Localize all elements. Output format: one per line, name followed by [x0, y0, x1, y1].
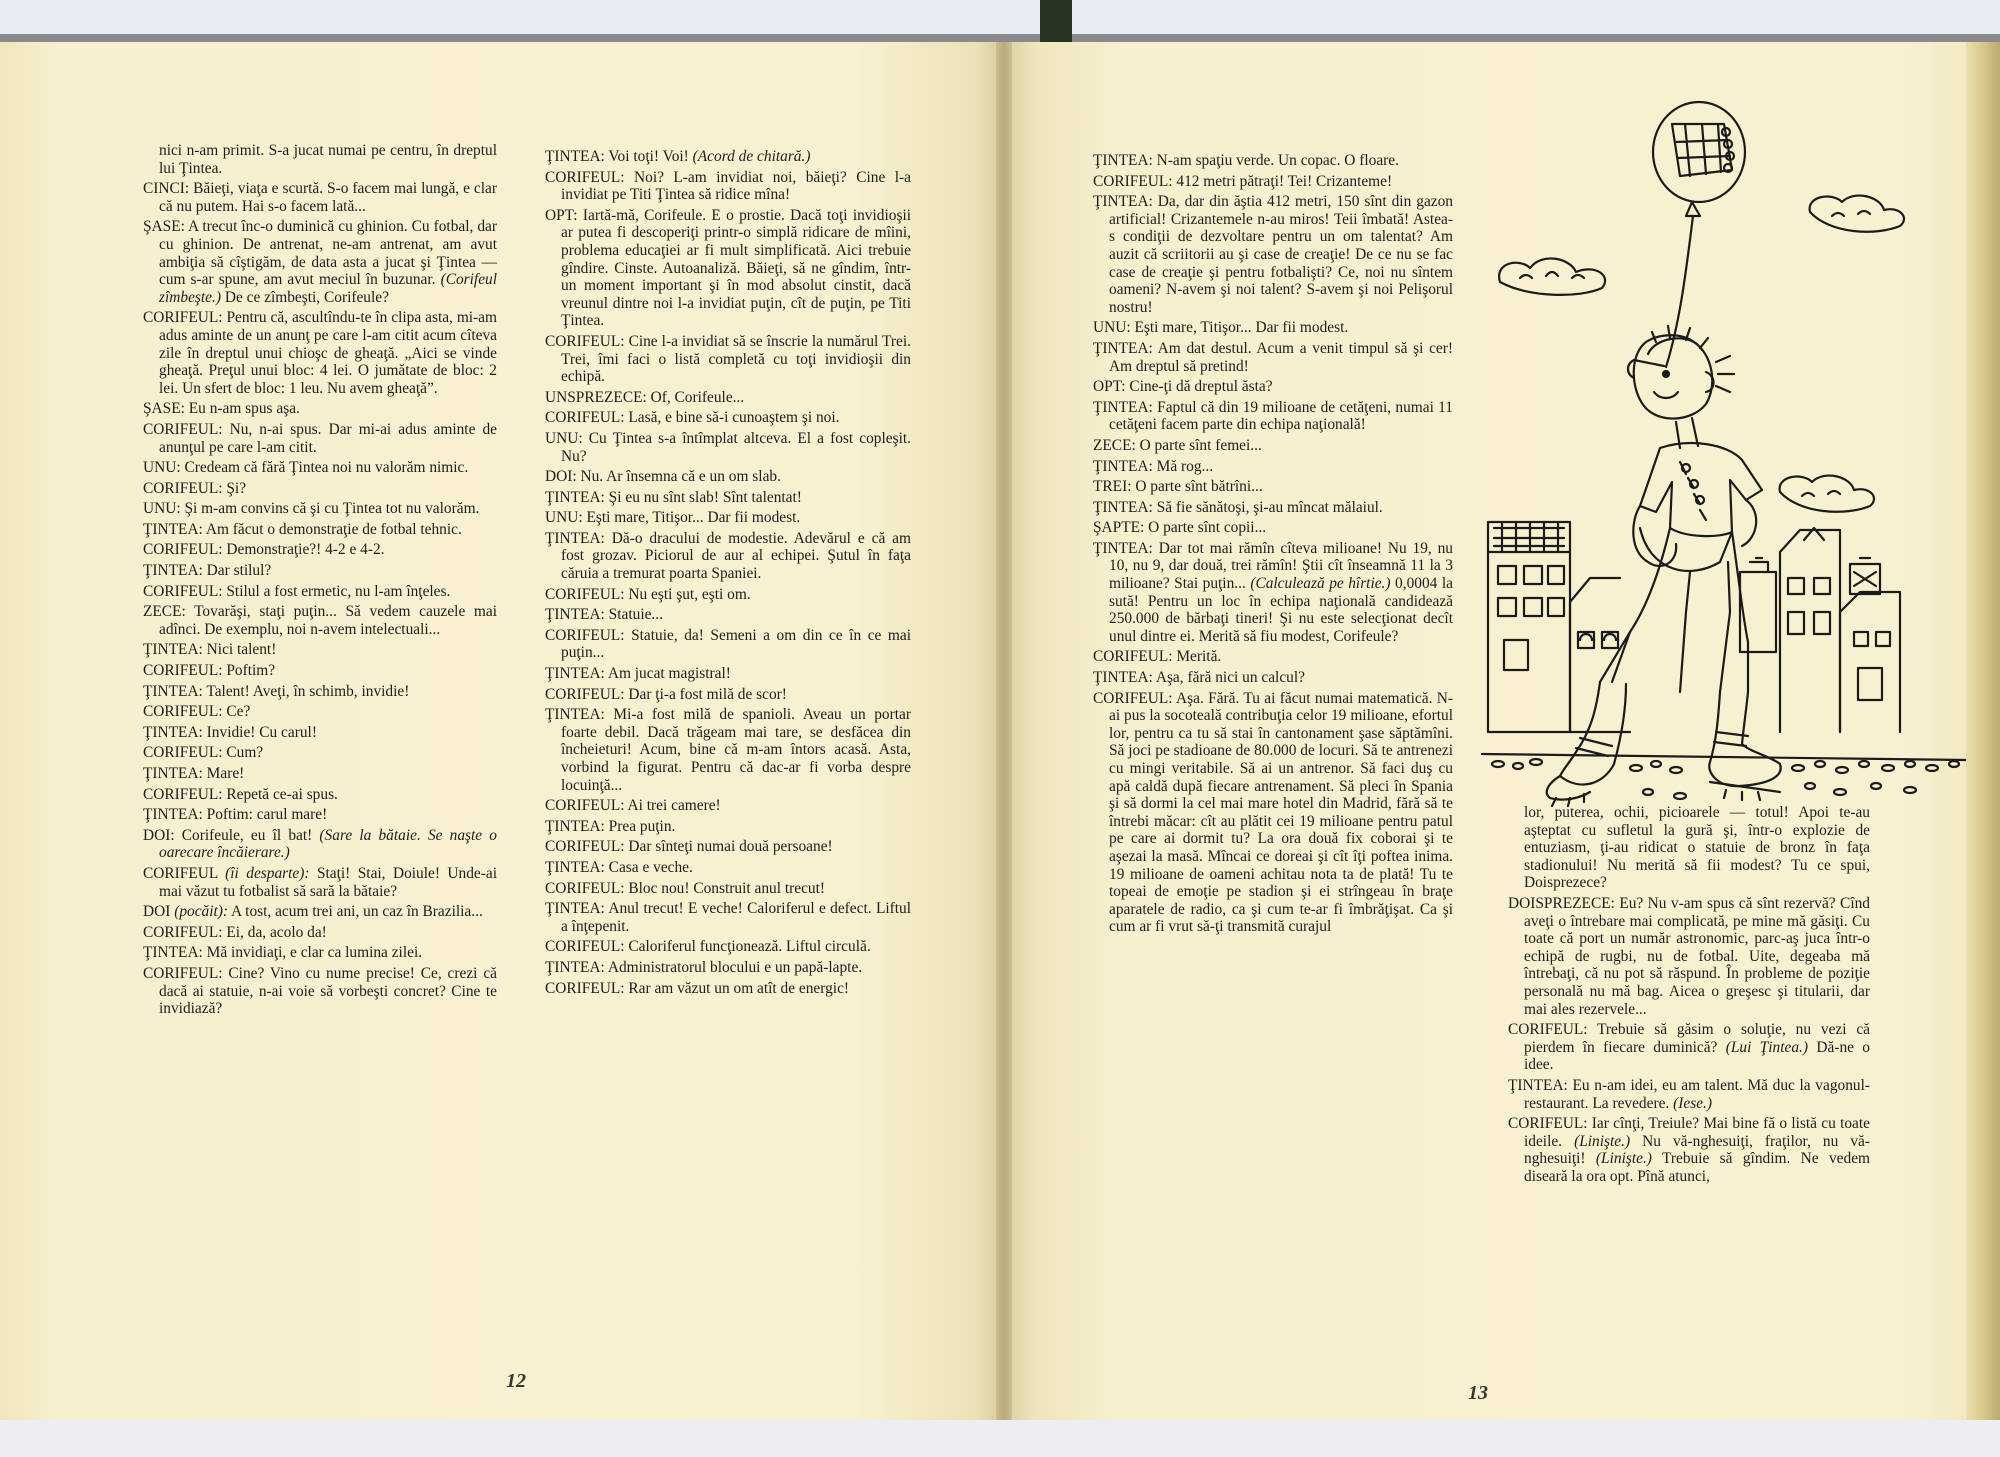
dialogue-line: [143, 562, 497, 580]
dialogue-line: [143, 180, 497, 215]
dialogue-text: ŢINTEA: Dă-o dracului de modestie. Adevărul e că am fost grozav. Piciorul de aur al echipei. Şutul în faţa căruia a tremurat poarta Spaniei.: [545, 529, 911, 583]
dialogue-line: [143, 500, 497, 518]
dialogue-line: [1093, 173, 1453, 191]
dialogue-text: CORIFEUL: Rar am văzut un om atît de energic!: [545, 979, 850, 997]
dialogue-line: [143, 924, 497, 942]
dialogue-text-continued: 0,0004 la sută! Pentru un loc în echipa naţională candidează 250.000 de bărbaţi tineri! Şi nu este selecţionat decît unul dintre ei. Merită să fiu modest, Corifeule?: [1109, 575, 1453, 645]
dialogue-text: CINCI: Băieţi, viaţa e scurtă. S-o facem mai lungă, e clar că nu putem. Hai s-o facem lată...: [143, 180, 497, 215]
dialogue-line: [1093, 669, 1453, 687]
dialogue-text-continued: Staţi! Stai, Doiule! Unde-ai mai văzut tu fotbalist să sară la bătaie?: [159, 864, 497, 900]
dialogue-text: ŢINTEA: Mă rog...: [1093, 457, 1214, 475]
dialogue-text: ŢINTEA: Poftim: carul mare!: [143, 806, 328, 824]
dialogue-text: CORIFEUL: Stilul a fost ermetic, nu l-am înţeles.: [143, 582, 451, 600]
dialogue-line: [143, 744, 497, 762]
ground-drawing: [1482, 754, 1966, 799]
dialogue-line: [143, 459, 497, 477]
dialogue-text: ŢINTEA: Nici talent!: [143, 641, 277, 659]
stage-direction: (Sare la bătaie. Se naşte o oarecare încăierare.): [159, 826, 497, 862]
dialogue-line: [545, 409, 911, 427]
dialogue-line: [1093, 378, 1453, 396]
dialogue-line: [1093, 399, 1453, 434]
dialogue-line: [545, 169, 911, 204]
dialogue-text: CORIFEUL: [143, 864, 226, 882]
dialogue-line: [1093, 437, 1453, 455]
dialogue-text: ŢINTEA: Şi eu nu sînt slab! Sînt talentat!: [545, 488, 802, 506]
dialogue-text: CORIFEUL: Pentru că, ascultîndu-te în clipa asta, mi-am adus aminte de un anunţ pe care l-am citit acum cîteva zile în dreptul unui chioşc de gheaţă. „Aici se vinde gheaţă. Preţul unui bloc: 4 lei. O jumătate de bloc: 2 lei. Un sfert de bloc: 1 leu. Nu avem gheaţă”.: [143, 309, 497, 397]
dialogue-line: [545, 606, 911, 624]
dialogue-text: CORIFEUL: Ai trei camere!: [545, 797, 721, 815]
dialogue-text-continued: Nu vă-nghesuiţi, fraţilor, nu vă-nghesuiţi!: [1524, 1132, 1870, 1168]
dialogue-line: [1093, 648, 1453, 666]
footballer-balloon-illustration: [1480, 92, 1970, 812]
bottom-background: [0, 1420, 2000, 1457]
dialogue-text: ŢINTEA: Prea puţin.: [545, 817, 676, 835]
dialogue-line: [545, 818, 911, 836]
dialogue-text: ŢINTEA: Casa e veche.: [545, 858, 693, 876]
dialogue-line: [1508, 804, 1870, 892]
stage-direction: (Acord de chitară.): [692, 148, 811, 165]
dialogue-text: DOI: [143, 903, 175, 921]
right-page: [1004, 42, 2000, 1420]
houses-drawing: [1488, 522, 1900, 732]
dialogue-line: [143, 603, 497, 638]
stage-direction: (îi desparte):: [225, 864, 310, 882]
bookmark-ribbon: [1040, 0, 1072, 42]
dialogue-text: CORIFEUL: Lasă, e bine să-i cunoaştem şi noi.: [545, 409, 840, 427]
left-page: [0, 42, 1004, 1420]
footballer-drawing: [1547, 326, 1781, 806]
dialogue-text: ŢINTEA: Eu n-am idei, eu am talent. Mă duc la vagonul-restaurant. La revedere.: [1508, 1076, 1870, 1112]
dialogue-text-continued: De ce zîmbeşti, Corifeule?: [220, 288, 389, 306]
dialogue-line: [545, 627, 911, 662]
dialogue-line: [545, 706, 911, 794]
dialogue-text: ŞASE: A trecut înc-o duminică cu ghinion. Cu fotbal, dar cu ghinion. De antrenat, ne-am antrenat, am avut ambiţia să cîştigăm, de data asta a jucat şi Ţintea — cum s-ar spune, am avut meciul în buzunar.: [143, 218, 497, 289]
clouds-drawing: [1499, 196, 1904, 512]
dialogue-text: ŢINTEA: Am dat destul. Acum a venit timpul să şi cer! Am dreptul să pretind!: [1093, 339, 1453, 375]
dialogue-line: [1093, 519, 1453, 537]
dialogue-line: [143, 683, 497, 701]
dialogue-text: ŢINTEA: Faptul că din 19 milioane de cetăţeni, numai 11 cetăţeni facem parte din echipa naţională!: [1093, 398, 1453, 434]
dialogue-line: [143, 865, 497, 900]
stage-direction: (Lui Ţintea.): [1725, 1038, 1809, 1056]
stage-direction: (Iese.): [1673, 1094, 1712, 1112]
dialogue-line: [545, 333, 911, 386]
dialogue-text: ZECE: O parte sînt femei...: [1093, 436, 1262, 454]
dialogue-text: CORIFEUL: Nu eşti şut, eşti om.: [545, 585, 751, 603]
dialogue-text: nici n-am primit. S-a jucat numai pe centru, în dreptul lui Ţintea.: [159, 142, 497, 177]
dialogue-text: ŢINTEA: Să fie sănătoşi, şi-au mîncat mălaiul.: [1093, 498, 1383, 516]
dialogue-text-continued: Dă-ne o idee.: [1524, 1038, 1871, 1074]
right-page-column-1: [1093, 152, 1453, 939]
dialogue-text: CORIFEUL: Cine l-a invidiat să se înscrie la numărul Trei. Trei, îmi faci o listă completă cu toţi invidioşii din echipă.: [545, 332, 911, 386]
dialogue-line: [545, 530, 911, 583]
dialogue-text: ŢINTEA: Mi-a fost milă de spanioli. Aveau un portar foarte debil. Dacă trăgeam mai tare, se desfăcea din încheieturi! Acum, bine că m-am întors acasă. Asta, vorbind la figurat. Pentru că dac-ar fi vorba despre locuinţă...: [545, 706, 911, 794]
dialogue-text: CORIFEUL: Merită.: [1093, 648, 1222, 666]
dialogue-line: [545, 859, 911, 877]
dialogue-line: [545, 838, 911, 856]
dialogue-line: [1093, 499, 1453, 517]
ball-balloon-drawing: [1653, 102, 1745, 367]
dialogue-text: CORIFEUL: Aşa. Fără. Tu ai făcut numai matematică. N-ai pus la socoteală contribuţia celor 19 milioane, efortul lor, pentru ca tu să stai în cantonament şase săptămîni. Să joci pe stadioane de 80.000 de locuri. Să te antrenezi cu mingi veritabile. Să ai un antrenor. Să faci duş cu apă caldă după fiecare antrenament. Să pleci în Spania şi să dormi la cel mai mare hotel din Madrid, fără să te întrebi măcar: cît au plătit cei 19 milioane pentru patul pe care ai dormit tu? La ora două fix coborai şi te aşezai la masă. Mîncai ce doreai şi cît îţi poftea inima. 19 milioane de oameni achitau nota ta de plată! Tu te topeai de emoţie pe stadion şi ei strîngeau în braţe aparatele de radio, ca şi cum te-ar fi îmbrăţişat. Ca şi cum ar fi vrut să-ţi transmită curajul: [1093, 689, 1453, 936]
dialogue-line: [1093, 193, 1453, 316]
dialogue-line: [545, 430, 911, 465]
dialogue-line: [545, 797, 911, 815]
dialogue-line: [143, 421, 497, 456]
dialogue-text: TREI: O parte sînt bătrîni...: [1093, 478, 1263, 496]
dialogue-line: [545, 489, 911, 507]
dialogue-text: ŢINTEA: Mă invidiaţi, e clar ca lumina zilei.: [143, 944, 423, 962]
dialogue-text: ŢINTEA: Invidie! Cu carul!: [143, 723, 317, 741]
dialogue-text: UNU: Eşti mare, Titişor... Dar fii modest.: [1093, 319, 1349, 337]
dialogue-text: DOI: Corifeule, eu îl bat!: [143, 826, 320, 844]
dialogue-line: [545, 389, 911, 407]
dialogue-text: UNU: Cu Ţintea s-a întîmplat altceva. El a fost copleşit. Nu?: [545, 429, 911, 465]
dialogue-line: [545, 509, 911, 527]
page-number-left: 12: [506, 1370, 526, 1392]
dialogue-line: [1093, 152, 1453, 170]
top-background: [0, 0, 2000, 42]
dialogue-line: [1508, 1021, 1870, 1074]
dialogue-text: ŢINTEA: Anul trecut! E veche! Caloriferul e defect. Liftul a înţepenit.: [545, 900, 911, 935]
dialogue-text: CORIFEUL: 412 metri pătraţi! Tei! Crizanteme!: [1093, 172, 1393, 190]
dialogue-line: [545, 880, 911, 898]
dialogue-line: [143, 400, 497, 418]
dialogue-text: CORIFEUL: Caloriferul funcţionează. Liftul circulă.: [545, 938, 871, 956]
dialogue-line: [1093, 478, 1453, 496]
dialogue-line: [143, 480, 497, 498]
dialogue-text: CORIFEUL: Nu, n-ai spus. Dar mi-ai adus aminte de anunţul pe care l-am citit.: [143, 420, 497, 456]
page-number-right: 13: [1468, 1382, 1488, 1404]
dialogue-text: DOISPREZECE: Eu? Nu v-am spus că sînt rezervă? Cînd aveţi o întrebare mai complicată, pe mine mă găsiţi. Cu toate că port un număr astronomic, parc-aş juca într-o echipă de rugbi, nu de fotbal. Uite, degeaba mă întrebaţi, că nu pot să răspund. În probleme de poziţie personală nu mă bag. Aicea o greşesc şi titularii, dar mai ales rezervele...: [1508, 894, 1870, 1018]
dialogue-line: [1093, 319, 1453, 337]
dialogue-text: ŢINTEA: Am jucat magistral!: [545, 665, 731, 683]
dialogue-text: ŞASE: Eu n-am spus aşa.: [143, 400, 300, 418]
dialogue-text: UNU: Credeam că fără Ţintea noi nu valorăm nimic.: [143, 459, 469, 477]
dialogue-text: ŢINTEA: N-am spaţiu verde. Un copac. O floare.: [1093, 152, 1399, 169]
dialogue-text: CORIFEUL: Cum?: [143, 744, 264, 762]
dialogue-text: lor, puterea, ochii, picioarele — totul! Apoi te-au aşteptat cu sufletul la gură şi, într-o explozie de entuziasm, ţi-au ridicat o statuie de bronz în faţa stadionului! Nu merită să fii modest? Tu ce spui, Doisprezece?: [1524, 804, 1870, 892]
dialogue-line: [143, 724, 497, 742]
dialogue-line: [143, 827, 497, 862]
dialogue-line: [545, 938, 911, 956]
dialogue-line: [143, 521, 497, 539]
dialogue-line: [143, 965, 497, 1018]
dialogue-text: ŢINTEA: Dar stilul?: [143, 562, 272, 580]
dialogue-text: ŢINTEA: Mare!: [143, 765, 245, 782]
dialogue-line: [1093, 340, 1453, 375]
dialogue-text: OPT: Cine-ţi dă dreptul ăsta?: [1093, 378, 1273, 396]
stage-direction: (Linişte.): [1574, 1132, 1631, 1150]
page-edges: [1966, 42, 2000, 1420]
dialogue-text: CORIFEUL: Noi? L-am invidiat noi, băieţi? Cine l-a invidiat pe Titi Ţintea să ridice mîna!: [545, 168, 911, 204]
dialogue-line: [545, 468, 911, 486]
book-spread: [0, 42, 2000, 1420]
dialogue-line: [143, 806, 497, 824]
dialogue-text: CORIFEUL: Dar sînteţi numai două persoane!: [545, 838, 833, 856]
dialogue-line: [545, 207, 911, 330]
dialogue-text: DOI: Nu. Ar însemna că e un om slab.: [545, 468, 781, 486]
dialogue-line: [143, 944, 497, 962]
book-gutter: [996, 42, 1012, 1420]
dialogue-text: UNSPREZECE: Of, Corifeule...: [545, 388, 745, 406]
stage-direction: (pocăit):: [174, 903, 229, 921]
dialogue-text: CORIFEUL: Trebuie să găsim o soluţie, nu vezi că pierdem în fiecare duminică?: [1508, 1021, 1870, 1056]
dialogue-line: [545, 980, 911, 998]
dialogue-line: [143, 662, 497, 680]
dialogue-text: ŢINTEA: Am făcut o demonstraţie de fotbal tehnic.: [143, 520, 462, 538]
dialogue-text: ŢINTEA: Statuie...: [545, 606, 663, 624]
dialogue-text: CORIFEUL: Ei, da, acolo da!: [143, 923, 327, 941]
dialogue-line: [143, 309, 497, 397]
dialogue-text: CORIFEUL: Cine? Vino cu nume precise! Ce, crezi că dacă ai statuie, n-ai voie să vorbeşti concret? Cine te invidiază?: [143, 964, 497, 1018]
dialogue-text: CORIFEUL: Şi?: [143, 479, 247, 497]
dialogue-text: CORIFEUL: Repetă ce-ai spus.: [143, 785, 338, 803]
dialogue-text: ŢINTEA: Talent! Aveţi, în schimb, invidie!: [143, 682, 410, 700]
dialogue-text: ZECE: Tovarăşi, staţi puţin... Să vedem cauzele mai adînci. De exemplu, noi n-avem intelectuali...: [143, 603, 497, 638]
dialogue-line: [143, 583, 497, 601]
dialogue-text: CORIFEUL: Iar cînţi, Treiule? Mai bine fă o listă cu toate ideile.: [1508, 1115, 1870, 1150]
dialogue-text: ŢINTEA: Voi toţi! Voi!: [545, 148, 693, 165]
stage-direction: (Corifeul zîmbeşte.): [159, 271, 497, 306]
stage-direction: (Calculează pe hîrtie.): [1250, 575, 1391, 593]
dialogue-line: [143, 765, 497, 783]
dialogue-line: [143, 541, 497, 559]
dialogue-text: OPT: Iartă-mă, Corifeule. E o prostie. Dacă toţi invidioşii ar putea fi descoperiţi printr-o simplă ridicare de mîini, problema educaţiei ar fi mult simplificată. Aici trebuie gîndire. Cinste. Autoanaliză. Băieţi, să ne gîndim, într-un moment important şi în mod absolut cinstit, dacă vreunul dintre noi l-a invidiat puţin, cît de puţin, pe Titi Ţintea.: [545, 206, 911, 330]
dialogue-text: UNU: Eşti mare, Titişor... Dar fii modest.: [545, 509, 801, 527]
dialogue-line: [143, 786, 497, 804]
dialogue-text: ŢINTEA: Administratorul blocului e un papă-lapte.: [545, 958, 863, 976]
dialogue-line: [1093, 458, 1453, 476]
dialogue-text: CORIFEUL: Statuie, da! Semeni a om din ce în ce mai puţin...: [545, 626, 911, 662]
dialogue-line: [1508, 1077, 1870, 1112]
left-page-column-1: [143, 142, 497, 1021]
dialogue-line: [545, 148, 911, 166]
dialogue-line: [1508, 895, 1870, 1018]
dialogue-line: [143, 142, 497, 177]
dialogue-line: [143, 218, 497, 306]
dialogue-line: [143, 703, 497, 721]
dialogue-line: [545, 959, 911, 977]
dialogue-line: [1508, 1115, 1870, 1185]
dialogue-text: CORIFEUL: Dar ţi-a fost milă de scor!: [545, 685, 787, 703]
dialogue-text-continued: Trebuie să gîndim. Ne vedem diseară la ora opt. Pînă atunci,: [1524, 1150, 1870, 1185]
dialogue-line: [545, 900, 911, 935]
dialogue-text: ŞAPTE: O parte sînt copii...: [1093, 519, 1267, 537]
dialogue-text: UNU: Şi m-am convins că şi cu Ţintea tot nu valorăm.: [143, 500, 480, 518]
dialogue-text: CORIFEUL: Demonstraţie?! 4-2 e 4-2.: [143, 541, 385, 559]
stage-direction: (Linişte.): [1595, 1150, 1652, 1168]
dialogue-text: ŢINTEA: Da, dar din ăştia 412 metri, 150 sînt din gazon artificial! Crizantemele n-au miros! Teii îmbată! Astea-s condiţii de dezvoltare pentru un om talentat? Am auzit că scriitorii au şi case de creaţie! De ce nu se fac case de creaţie şi pentru fotbalişti? Ce, noi nu sîntem oameni? N-avem şi noi talent? S-avem şi noi Pelişorul nostru!: [1093, 193, 1453, 316]
dialogue-text: ŢINTEA: Aşa, fără nici un calcul?: [1093, 669, 1305, 687]
dialogue-text: ŢINTEA: Dar tot mai rămîn cîteva milioane! Nu 19, nu 10, nu 9, dar două, trei rămîn! Ştii cît înseamnă 11 la 3 milioane? Stai puţin...: [1093, 539, 1453, 593]
dialogue-text: CORIFEUL: Ce?: [143, 703, 251, 721]
right-page-column-2: [1508, 804, 1870, 1188]
dialogue-line: [545, 665, 911, 683]
dialogue-line: [1093, 540, 1453, 646]
dialogue-line: [1093, 690, 1453, 936]
dialogue-line: [143, 903, 497, 921]
dialogue-text: CORIFEUL: Poftim?: [143, 662, 276, 680]
left-page-column-2: [545, 148, 911, 1000]
dialogue-line: [143, 641, 497, 659]
dialogue-line: [545, 586, 911, 604]
dialogue-text: CORIFEUL: Bloc nou! Construit anul trecut!: [545, 879, 825, 897]
dialogue-text-continued: A tost, acum trei ani, un caz în Brazilia...: [228, 903, 483, 921]
dialogue-line: [545, 686, 911, 704]
